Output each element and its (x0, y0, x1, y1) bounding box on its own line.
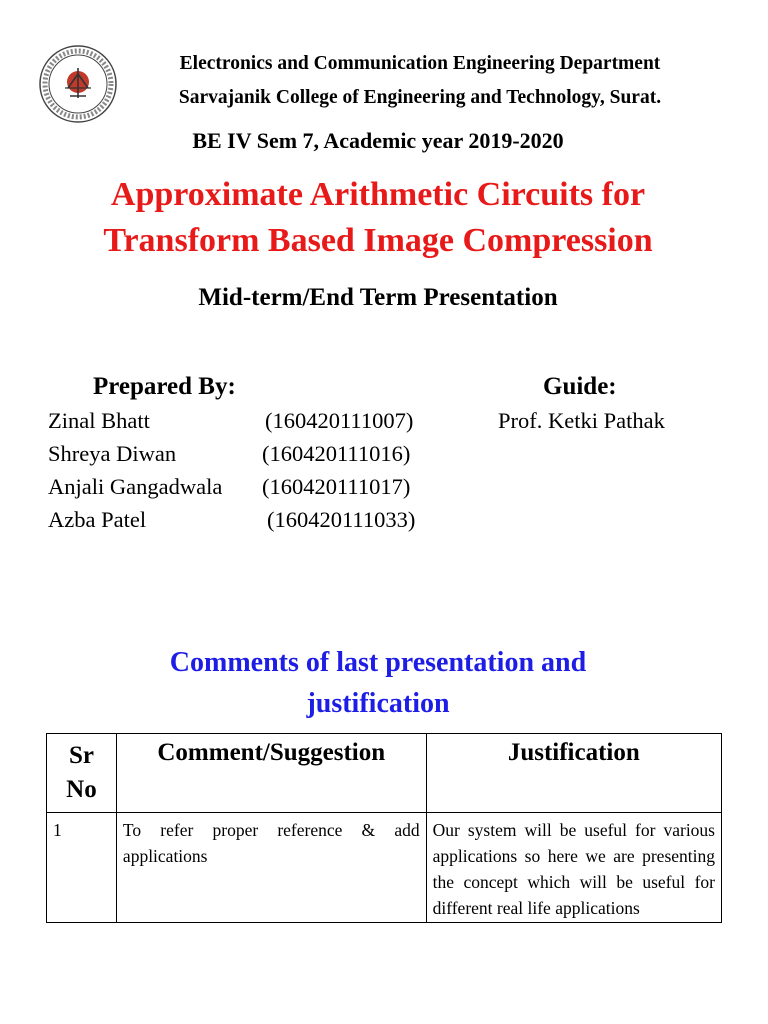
presentation-subtitle: Mid-term/End Term Presentation (198, 284, 558, 311)
member-name: Shreya Diwan (48, 441, 177, 466)
comments-heading-line1: Comments of last presentation and (169, 647, 587, 678)
guide-name: Prof. Ketki Pathak (498, 408, 665, 433)
college-name: Sarvajanik College of Engineering and Technology, Surat. (178, 87, 662, 108)
cell-comment: To refer proper reference & add applications (116, 813, 426, 923)
semester-line: BE IV Sem 7, Academic year 2019-2020 (192, 128, 564, 153)
comments-heading (0, 642, 756, 724)
member-id: (160420111017) (262, 474, 411, 499)
column-header-sr-no: Sr No (47, 734, 117, 813)
member-name: Anjali Gangadwala (48, 474, 223, 499)
department-name: Electronics and Communication Engineering Department (179, 53, 661, 74)
member-id: (160420111016) (262, 441, 411, 466)
table-header-row (47, 734, 722, 813)
member-name: Zinal Bhatt (48, 408, 150, 433)
cell-justification: Our system will be useful for various applications so here we are presenting the concept which will be useful for different real life applications (426, 813, 721, 923)
comments-table (46, 733, 722, 923)
column-header-comment: Comment/Suggestion (116, 734, 426, 813)
table-row (47, 813, 722, 923)
project-title-line2: Transform Based Image Compression (103, 222, 653, 259)
column-header-justification: Justification (426, 734, 721, 813)
comments-heading-line2: justification (306, 688, 450, 719)
cell-sr-no: 1 (47, 813, 117, 923)
member-name: Azba Patel (48, 507, 147, 532)
guide-heading: Guide: (543, 373, 617, 400)
project-title (0, 172, 756, 264)
member-id: (160420111007) (265, 408, 414, 433)
prepared-by-heading: Prepared By: (93, 373, 236, 400)
project-title-line1: Approximate Arithmetic Circuits for (110, 176, 646, 213)
college-logo-icon (38, 44, 118, 124)
member-id: (160420111033) (267, 507, 416, 532)
